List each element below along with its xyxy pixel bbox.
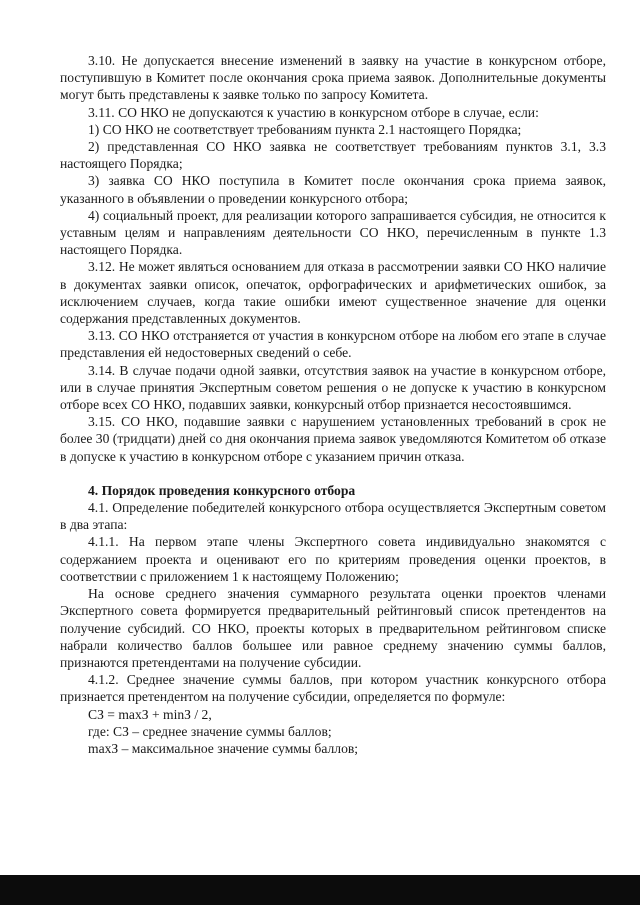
paragraph-3-11-item-1: 1) СО НКО не соответствует требованиям пункта 2.1 настоящего Порядка;: [88, 121, 522, 137]
paragraph-3-13: 3.13. СО НКО отстраняется от участия в конкурсном отборе на любом его этапе в случае представления ей недостоверных сведений о себе.: [60, 328, 606, 361]
paragraph-4-1: 4.1. Определение победителей конкурсного отбора осуществляется Экспертным советом в два этапа:: [60, 500, 606, 533]
paragraph-3-11-item-4: 4) социальный проект, для реализации которого запрашивается субсидия, не относится к уставным целям и направлениям деятельности СО НКО, перечисленным в пункте 1.3 настоящего Порядка.: [60, 207, 606, 258]
paragraph-3-14: 3.14. В случае подачи одной заявки, отсутствия заявок на участие в конкурсном отборе, или в случае принятия Экспертным советом решения о не допуске к участию в конкурсном отборе всех СО НКО, подавших заявки, конкурсный отбор признается несостоявшимся.: [60, 362, 606, 413]
formula: СЗ = maxЗ + minЗ / 2,: [88, 706, 212, 722]
section-4-heading: 4. Порядок проведения конкурсного отбора: [88, 482, 356, 498]
definition-max: maxЗ – максимальное значение суммы баллов;: [88, 740, 359, 756]
paragraph-4-1-1: 4.1.1. На первом этапе члены Экспертного совета индивидуально знакомятся с содержанием проекта и оценивают его по критериям проведения оценки проектов, в соответствии с приложением 1 к настоящему Положению;: [60, 534, 606, 584]
document-body: [60, 52, 606, 757]
paragraph-3-12: 3.12. Не может являться основанием для отказа в рассмотрении заявки СО НКО наличие в документах заявки описок, опечаток, орфографических и арифметических ошибок, за исключением случаев, когда такие ошибки имеют существенное значение для оценки содержания представленных документов.: [60, 259, 606, 327]
paragraph-3-11-item-3: 3) заявка СО НКО поступила в Комитет после окончания срока приема заявок, указанного в объявлении о проведении конкурсного отбора;: [60, 173, 606, 206]
paragraph-3-10: 3.10. Не допускается внесение изменений в заявку на участие в конкурсном отборе, поступившую в Комитет после окончания срока приема заявок. Дополнительные документы могут быть представлены к заявке только по запросу Комитета.: [60, 53, 606, 103]
paragraph-3-11-item-2: 2) представленная СО НКО заявка не соответствует требованиям пунктов 3.1, 3.3 настоящего Порядка;: [60, 139, 606, 172]
paragraph-rating-list: На основе среднего значения суммарного результата оценки проектов членами Экспертного совета формируется предварительный рейтинговый список претендентов на получение субсидий. СО НКО, проекты которых в предварительном рейтинговом списке набрали количество баллов большее или равное среднему значению суммы баллов, признаются претендентами на получение субсидии.: [60, 586, 606, 670]
paragraph-3-11: 3.11. СО НКО не допускаются к участию в конкурсном отборе в случае, если:: [88, 104, 539, 120]
section-gap: [60, 465, 606, 482]
scan-edge-bar: [0, 875, 640, 905]
paragraph-3-15: 3.15. СО НКО, подавшие заявки с нарушением установленных требований в срок не более 30 (тридцати) дней со дня окончания приема заявок уведомляются Комитетом об отказе в допуске к участию в конкурсном отборе с указанием причин отказа.: [60, 414, 606, 464]
paragraph-4-1-2: 4.1.2. Среднее значение суммы баллов, при котором участник конкурсного отбора признается претендентом на получение субсидии, определяется по формуле:: [60, 672, 606, 705]
definition-sz: где: СЗ – среднее значение суммы баллов;: [88, 723, 332, 739]
